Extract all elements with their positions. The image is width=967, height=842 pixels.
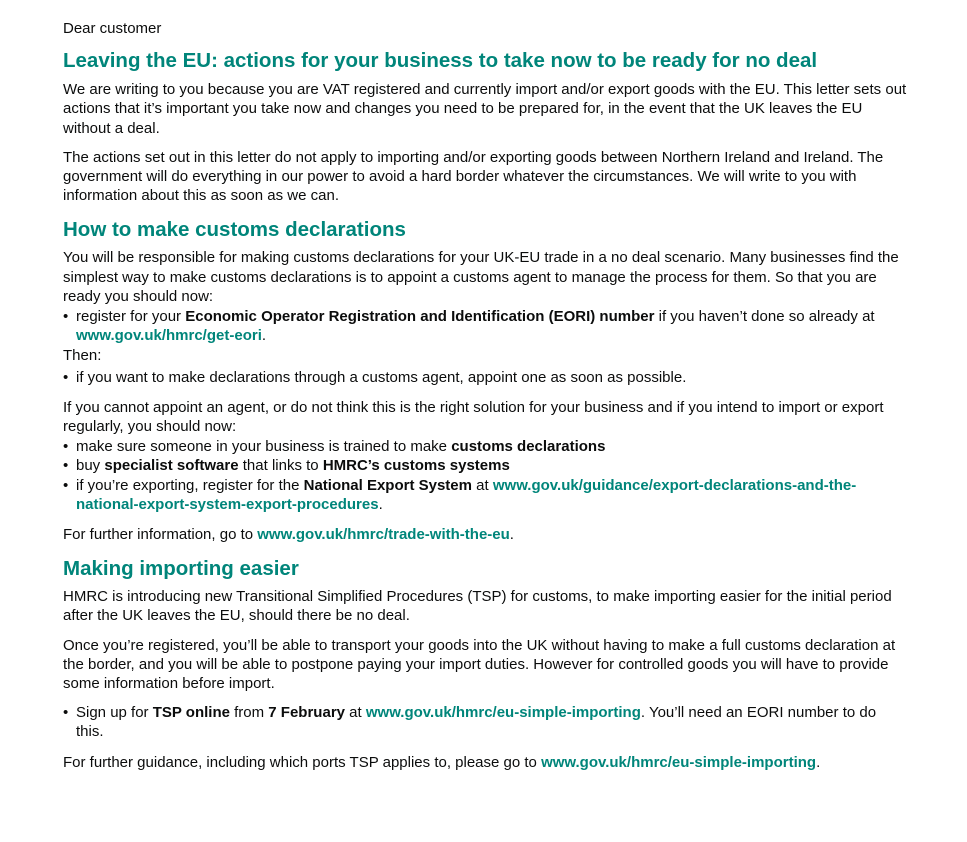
importing-list <box>63 703 907 741</box>
customs-declarations-term: customs declarations <box>451 438 606 456</box>
list-item: • buy specialist software that links to HMRC’s customs systems <box>63 456 907 475</box>
list-item: • if you’re exporting, register for the National Export System at www.gov.uk/guidance/export-declarations-and-the-national-export-system-export-procedures. <box>63 476 907 514</box>
eori-term: Economic Operator Registration and Identification (EORI) number <box>185 308 655 326</box>
hmrc-systems-term: HMRC’s customs systems <box>322 457 510 475</box>
national-export-system-term: National Export System <box>303 476 472 494</box>
specialist-software-term: specialist software <box>104 457 239 475</box>
eu-simple-importing-link[interactable]: www.gov.uk/hmrc/eu-simple-importing <box>365 704 641 722</box>
main-heading: Leaving the EU: actions for your business to take now to be ready for no deal <box>63 49 818 73</box>
intro-paragraph-2: The actions set out in this letter do not apply to importing and/or exporting goods between Northern Ireland and Ireland. The government will do everything in our power to avoid a hard border whatever the circumstances. We will write to you with information about this as soon as we can. <box>63 148 884 205</box>
list-item: • if you want to make declarations through a customs agent, appoint one as soon as possible. <box>63 368 907 387</box>
importing-further-guidance: For further guidance, including which ports TSP applies to, please go to www.gov.uk/hmrc/eu-simple-importing. <box>63 753 821 771</box>
list-item: • make sure someone in your business is trained to make customs declarations <box>63 437 907 456</box>
start-date: 7 February <box>268 704 345 722</box>
importing-paragraph-1: HMRC is introducing new Transitional Simplified Procedures (TSP) for customs, to make importing easier for the initial period after the UK leaves the EU, should there be no deal. <box>63 588 892 625</box>
importing-heading: Making importing easier <box>63 557 299 581</box>
customs-list-1 <box>63 307 907 345</box>
then-label: Then: <box>63 347 102 365</box>
list-item: • Sign up for TSP online from 7 February at www.gov.uk/hmrc/eu-simple-importing. You’ll need an EORI number to do this. <box>63 703 907 741</box>
list-item: • register for your Economic Operator Registration and Identification (EORI) number if you haven’t done so already at www.gov.uk/hmrc/get-eori. <box>63 307 907 345</box>
customs-paragraph-2: If you cannot appoint an agent, or do not think this is the right solution for your business and if you intend to import or export regularly, you should now: <box>63 398 884 436</box>
export-declarations-link[interactable]: www.gov.uk/guidance/export-declarations-and-the-national-export-system-export-procedures <box>76 476 857 513</box>
tsp-online-term: TSP online <box>152 704 230 722</box>
intro-paragraph-1: We are writing to you because you are VAT registered and currently import and/or export goods with the EU. This letter sets out actions that it’s important you take now and changes you need to be prepared for, in the event that the UK leaves the EU without a deal. <box>63 81 907 137</box>
customs-paragraph-1: You will be responsible for making customs declarations for your UK-EU trade in a no deal scenario. Many businesses find the simplest way to make customs declarations is to appoint a customs agent to manage the process for them. So that you are ready you should now: <box>63 249 899 305</box>
eu-simple-importing-link-2[interactable]: www.gov.uk/hmrc/eu-simple-importing <box>541 753 817 771</box>
customs-list-2 <box>63 368 907 387</box>
salutation: Dear customer <box>63 20 162 37</box>
get-eori-link[interactable]: www.gov.uk/hmrc/get-eori <box>76 327 262 345</box>
customs-further-info: For further information, go to www.gov.uk/hmrc/trade-with-the-eu. <box>63 526 514 544</box>
customs-list-3 <box>63 437 907 514</box>
trade-with-eu-link[interactable]: www.gov.uk/hmrc/trade-with-the-eu <box>257 526 510 544</box>
customs-heading: How to make customs declarations <box>63 218 406 242</box>
importing-paragraph-2: Once you’re registered, you’ll be able to transport your goods into the UK without having to make a full customs declaration at the border, and you will be able to postpone paying your import duties. However for controlled goods you will have to provide some information before import. <box>63 636 896 693</box>
